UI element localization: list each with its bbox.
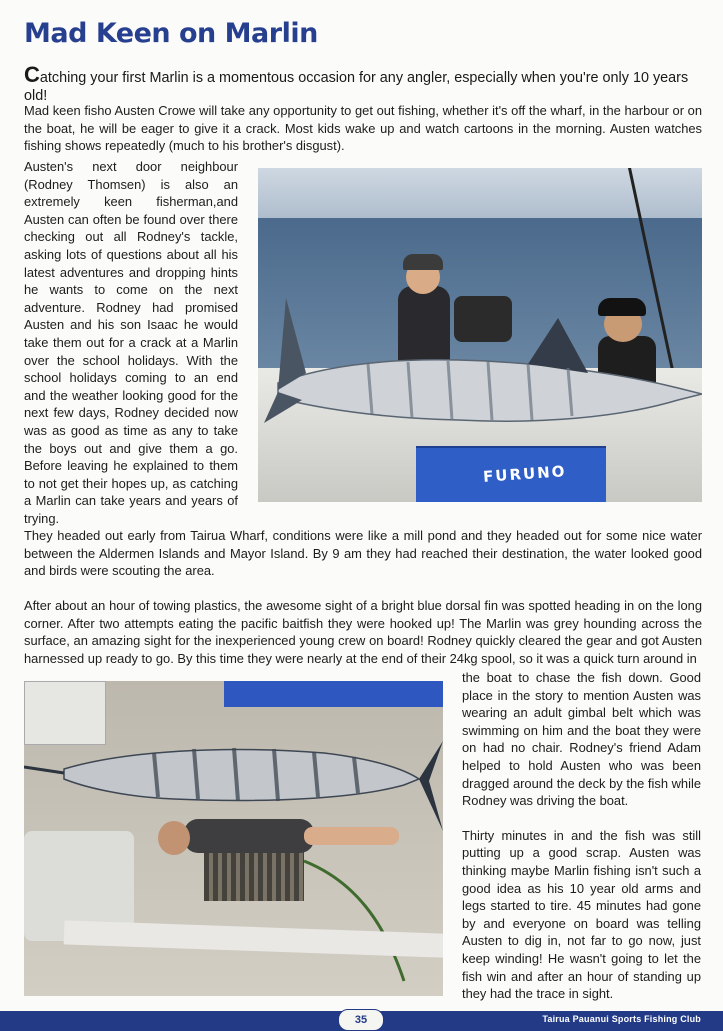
article-title: Mad Keen on Marlin (24, 18, 318, 49)
drop-cap: C (24, 62, 40, 87)
paragraph-3: They headed out early from Tairua Wharf, conditions were like a mill pond and they headed out for some nice water between the Aldermen Islands and Mayor Island. By 9 am they had reached their destination, the water looked good and birds were scouting the area. (24, 528, 702, 579)
boy-body (184, 819, 314, 853)
marlin-dorsal-fin (528, 318, 588, 373)
photo-boy-beside-marlin (24, 681, 443, 996)
cooler-brand-label: FURUNO (482, 462, 567, 486)
paragraph-4: After about an hour of towing plastics, the awesome sight of a bright blue dorsal fin was spotted heading in on the long corner. After two attempts eating the pacific baitfish they were hooked up! The Marlin was grey hounding across the surface, an amazing sight for the inexperienced young crew on board! Rodney quickly cleared the gear and got Austen harnessed up ready to go. By this time they were nearly at the end of their 24kg spool, so it was a quick turn around in (24, 598, 702, 666)
right-column (462, 669, 701, 1020)
paragraph-2: Austen's next door neighbour (Rodney Thomsen) is also an extremely keen fisherman,and Austen can often be found over there checking out all Rodney's tackle, asking lots of questions about all his latest adventures and dropping hints he wants to come on the next adventure. Rodney had promised Austen and his son Isaac he would take them out for a crack at a Marlin over the school holidays. With the school holidays coming to an end and the weather looking good for the next few days, Rodney decided now was as good as time as any to take the boys out and give them a go. Before leaving he explained to them to not get their hopes up, as catching a Marlin can take years and years of trying. (24, 159, 238, 526)
article-intro (24, 62, 704, 105)
photo-boys-with-marlin (258, 168, 702, 502)
paragraph-5: the boat to chase the fish down. Good place in the story to mention Austen was wearing an adult gimbal belt which was swimming on him and the boat they were on had no chair. Rodney's friend Adam helped to hold Austen who was been dragged around the deck by the fish while Rodney was driving the boat. (462, 670, 701, 809)
paragraph-1: Mad keen fisho Austen Crowe will take any opportunity to get out fishing, whether it's off the wharf, in the harbour or on the boat, he will be eager to give it a crack. Most kids wake up and watch cartoons in the morning. Austen watches fishing shows repeatedly (much to his brother's disgust). (24, 103, 702, 154)
footer-club-name: Tairua Pauanui Sports Fishing Club (542, 1014, 701, 1024)
green-hose (304, 861, 404, 981)
marlin-body (64, 750, 419, 801)
boy-head (158, 821, 190, 855)
intro-text: atching your first Marlin is a momentous occasion for any angler, especially when you're only 10 years old! (24, 70, 689, 104)
boy-legs (304, 827, 399, 845)
paragraph-6: Thirty minutes in and the fish was still putting up a good scrap. Austen was thinking maybe Marlin fishing isn't such a good idea as his 10 year old arms and legs started to tire. 45 minutes had gone by and everyone on board was telling Austen to dig in, not far to go now, just keep winding! He wasn't going to let the fish win and after an hour of standing up they had the trace in sight. (462, 827, 701, 1002)
marlin-bill (24, 767, 64, 773)
page-number: 35 (338, 1009, 384, 1031)
marlin-tail (419, 741, 443, 831)
